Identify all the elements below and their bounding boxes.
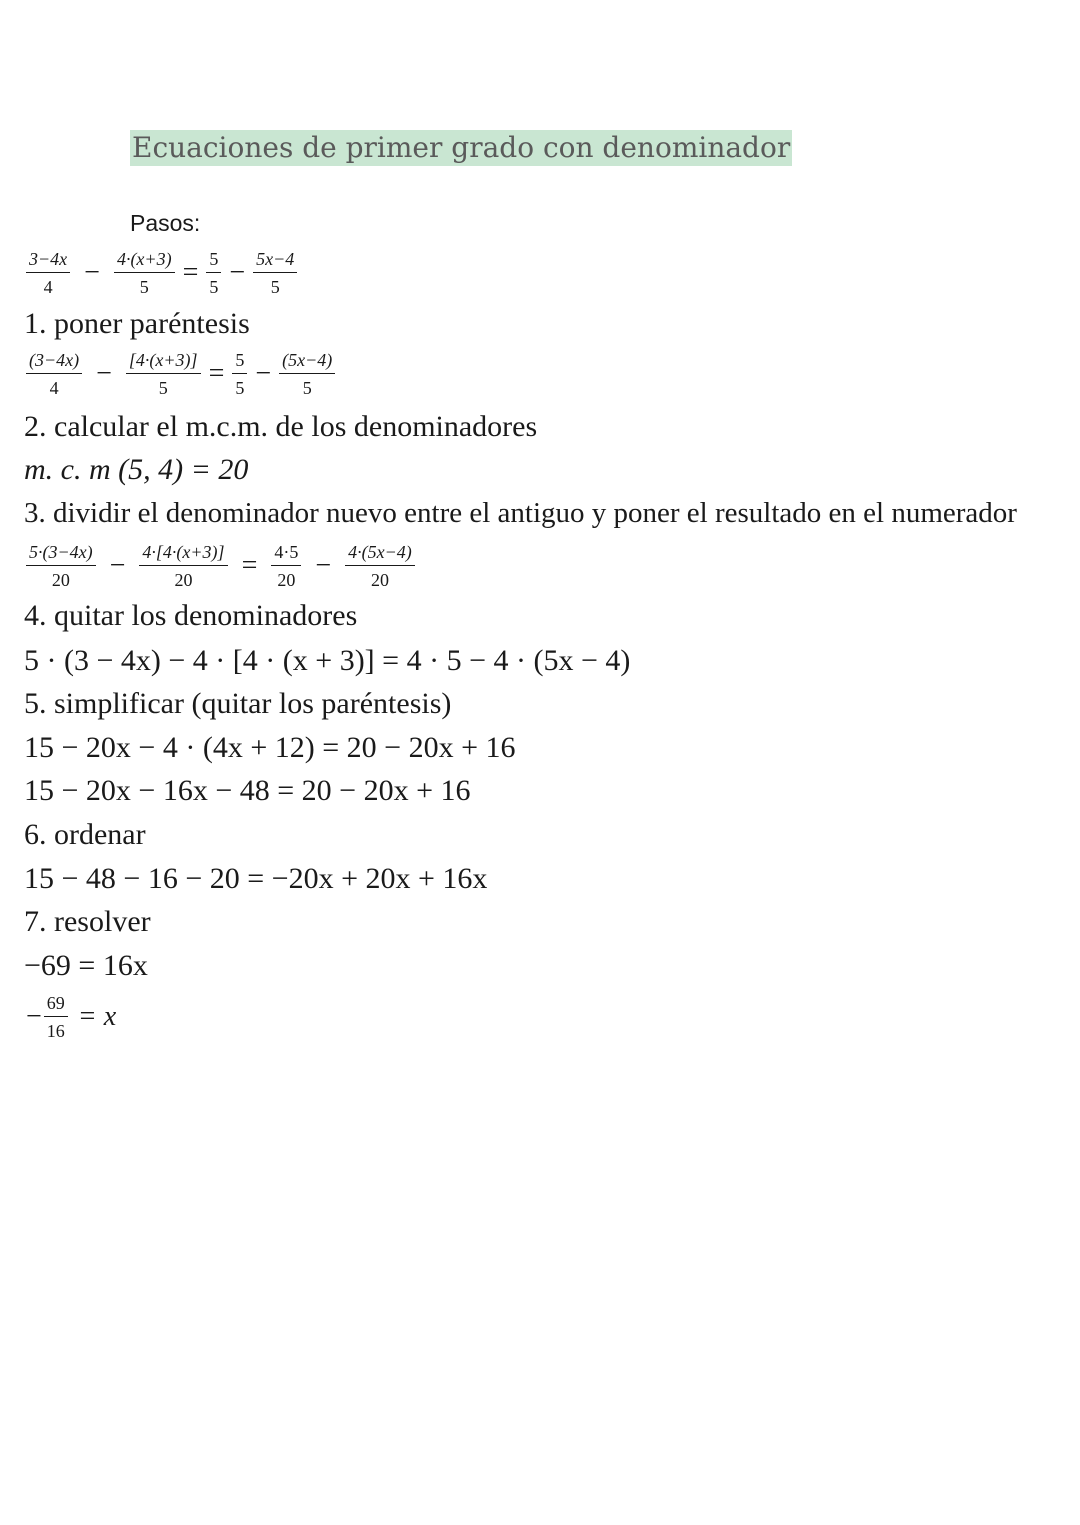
fraction: $\frac{69}{16}$ (44, 992, 68, 1042)
mcm-line: m. c. m (5, 4) = 20 (24, 453, 249, 486)
step-7: 7. resolver (24, 905, 151, 938)
step-6: 6. ordenar (24, 818, 146, 851)
fraction: $\frac{[4\cdot(x+3)]}{5}$ (126, 349, 201, 399)
equation-step-3 (26, 541, 415, 591)
equation-step-7: −69 = 16x (24, 949, 148, 982)
fraction: $\frac{(3-4x)}{4}$ (26, 349, 82, 399)
equation-final (26, 992, 116, 1042)
minus-operator: − (96, 358, 112, 389)
fraction: $\frac{(5x-4)}{5}$ (279, 349, 335, 399)
equation-step-6: 15 − 48 − 16 − 20 = −20x + 20x + 16x (24, 862, 488, 895)
equals-operator: = (241, 550, 258, 581)
minus-operator: − (109, 550, 126, 581)
fraction: $\frac{4\cdot(x+3)}{5}$ (114, 248, 175, 298)
equals-operator: = (208, 358, 225, 389)
fraction: $\frac{4\cdot 5}{20}$ (271, 541, 301, 591)
fraction: $\frac{5x-4}{5}$ (253, 248, 297, 298)
fraction: $\frac{5\cdot(3-4x)}{20}$ (26, 541, 96, 591)
step-1: 1. poner paréntesis (24, 307, 250, 340)
minus-operator: − (315, 550, 332, 581)
fraction: $\frac{4\cdot(5x-4)}{20}$ (345, 541, 415, 591)
minus-operator: − (229, 257, 246, 288)
pasos-label: Pasos: (130, 210, 201, 236)
fraction: $\frac{4\cdot[4\cdot(x+3)]}{20}$ (139, 541, 227, 591)
equation-step-1 (26, 349, 335, 399)
equation-step-5a: 15 − 20x − 4 · (4x + 12) = 20 − 20x + 16 (24, 731, 516, 764)
fraction: $\frac{5}{5}$ (206, 248, 221, 298)
equation-original (26, 248, 297, 298)
fraction: $\frac{5}{5}$ (232, 349, 247, 399)
step-5: 5. simplificar (quitar los paréntesis) (24, 687, 452, 720)
equals-operator: = (182, 257, 199, 288)
page-title: Ecuaciones de primer grado con denominador (132, 131, 791, 164)
minus-sign: − (26, 1001, 42, 1032)
step-3: 3. dividir el denominador nuevo entre el antiguo y poner el resultado en el numerador (24, 497, 1017, 529)
fraction: $\frac{3-4x}{4}$ (26, 248, 70, 298)
final-rhs: = x (77, 1001, 117, 1032)
step-4: 4. quitar los denominadores (24, 599, 358, 632)
equation-step-4: 5 · (3 − 4x) − 4 · [4 · (x + 3)] = 4 · 5 − 4 · (5x − 4) (24, 644, 631, 677)
minus-operator: − (84, 257, 100, 288)
equation-step-5b: 15 − 20x − 16x − 48 = 20 − 20x + 16 (24, 774, 471, 807)
step-2: 2. calcular el m.c.m. de los denominadores (24, 410, 538, 443)
minus-operator: − (255, 358, 272, 389)
